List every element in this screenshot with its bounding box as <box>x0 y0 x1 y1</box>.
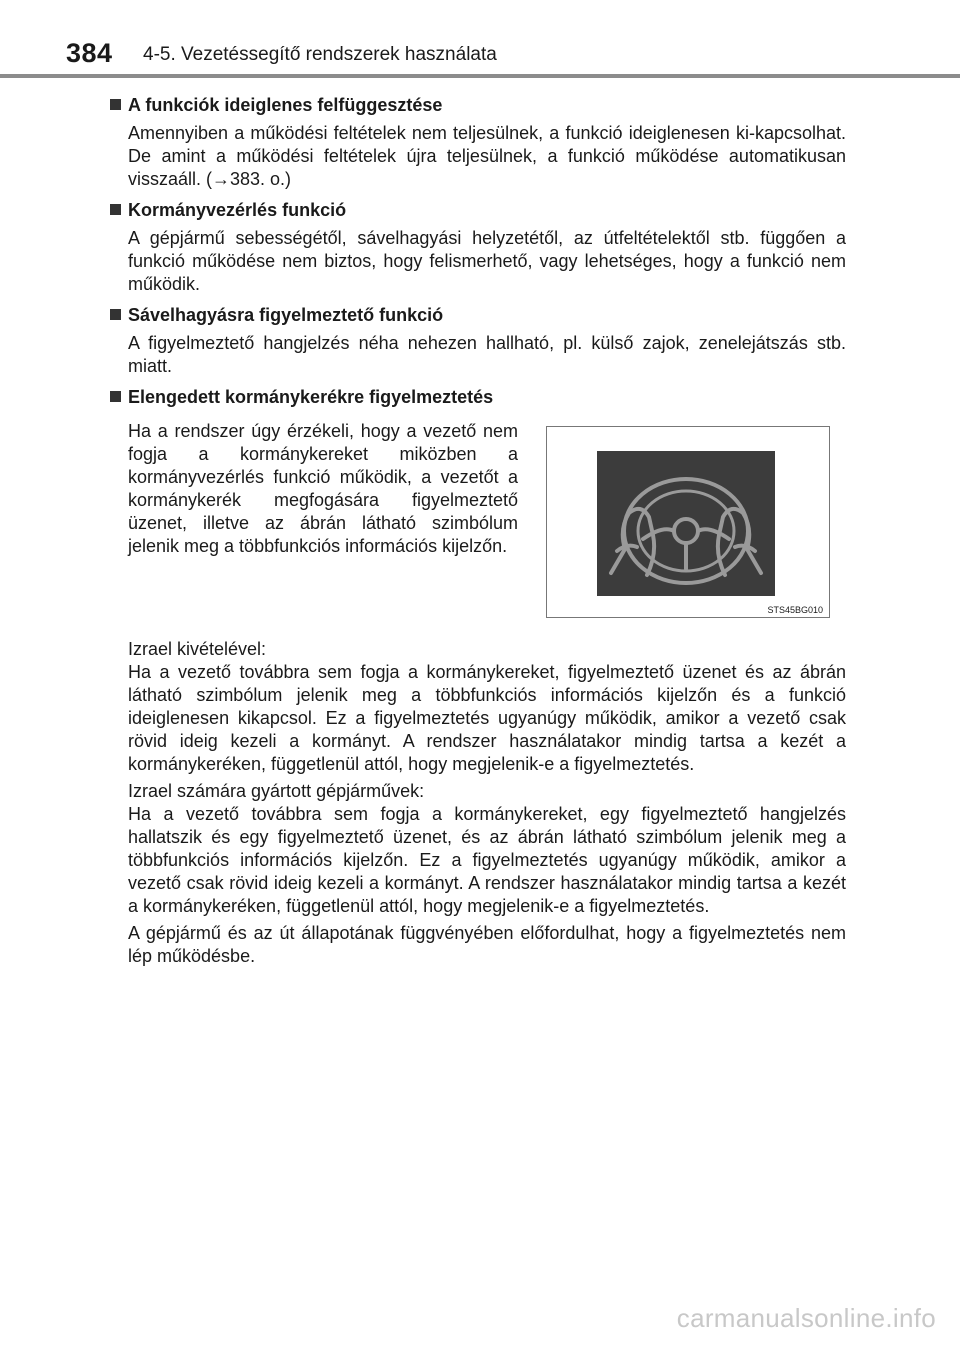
page-header <box>0 0 960 80</box>
section-body: A figyelmeztető hangjelzés néha nehezen hallható, pl. külső zajok, zenelejátszás stb. miatt. <box>128 333 846 376</box>
section-steering-control <box>110 197 846 296</box>
hands-on-steering-wheel-icon <box>597 451 775 596</box>
warning-symbol-figure <box>546 426 830 618</box>
header-divider <box>0 74 960 78</box>
page-content <box>110 92 846 974</box>
watermark: carmanualsonline.info <box>676 1303 936 1333</box>
section-heading: Sávelhagyásra figyelmeztető funkció <box>110 302 846 328</box>
spacer <box>110 618 846 634</box>
square-bullet-icon <box>110 99 121 110</box>
section-intro: Ha a rendszer úgy érzékeli, hogy a vezető nem fogja a kormánykereket miközben a kormányvezérlés funkció működik, a vezetőt a kormánykerék megfogására figyelmeztető üzenet, illetve az ábrán látható szimbólum jelenik meg a többfunkciós információs kijelzőn. <box>128 421 518 556</box>
section-body: A gépjármű sebességétől, sávelhagyási helyzetétől, az útfeltételektől stb. függően a funkció működése nem biztos, hogy felismerhető, vagy lehetséges, hogy a funkció nem működik. <box>128 228 846 294</box>
display-screen <box>597 451 775 596</box>
square-bullet-icon <box>110 309 121 320</box>
intro-with-figure <box>128 420 846 618</box>
section-lane-departure-warning <box>110 302 846 378</box>
square-bullet-icon <box>110 391 121 402</box>
section-temporary-suspension <box>110 92 846 191</box>
paragraph-conditions-note: A gépjármű és az út állapotának függvényében előfordulhat, hogy a figyelmeztetés nem lép működésbe. <box>128 923 846 966</box>
section-hands-off-warning <box>110 384 846 968</box>
section-heading: A funkciók ideiglenes felfüggesztése <box>110 92 846 118</box>
square-bullet-icon <box>110 204 121 215</box>
paragraph-exception-body: Ha a vezető továbbra sem fogja a kormánykereket, figyelmeztető üzenet és az ábrán látható szimbólum jelenik meg a többfunkciós információs kijelzőn és a funkció ideiglenesen kikapcsol. Ez a figyelmeztetés ugyanúgy működik, amikor a vezető csak rövid ideig kezeli a kormányt. A rendszer használatakor mindig tartsa a kezét a kormánykeréken, függetlenül attól, hogy megjelenik-e a figyelmeztetés. <box>128 662 846 774</box>
figure-code: STS45BG010 <box>767 605 823 615</box>
paragraph-israel-body: Ha a vezető továbbra sem fogja a kormánykereket, egy figyelmeztető hangjelzés hallatszik és egy figyelmeztető üzenet, és az ábrán látható szimbólum jelenik meg a többfunkciós információs kijelzőn. Ez a figyelmeztetés ugyanúgy működik, amikor a vezető csak rövid ideig kezeli a kormányt. A rendszer használatakor mindig tartsa a kezét a kormánykeréken, függetlenül attól, hogy megjelenik-e a figyelmeztetés. <box>128 804 846 916</box>
paragraph-israel-label: Izrael számára gyártott gépjárművek: <box>128 781 425 801</box>
page-number: 384 <box>66 38 113 68</box>
section-body: Amennyiben a működési feltételek nem teljesülnek, a funkció ideiglenesen ki-kapcsolhat. De amint a működési feltételek újra teljesülnek, a funkció működése automatikusan visszaáll. (→383. o.) <box>128 123 846 189</box>
section-heading: Kormányvezérlés funkció <box>110 197 846 223</box>
paragraph-exception-label: Izrael kivételével: <box>128 639 267 659</box>
chapter-title: 4-5. Vezetéssegítő rendszerek használata <box>143 44 497 65</box>
section-heading: Elengedett kormánykerékre figyelmeztetés <box>110 384 846 410</box>
